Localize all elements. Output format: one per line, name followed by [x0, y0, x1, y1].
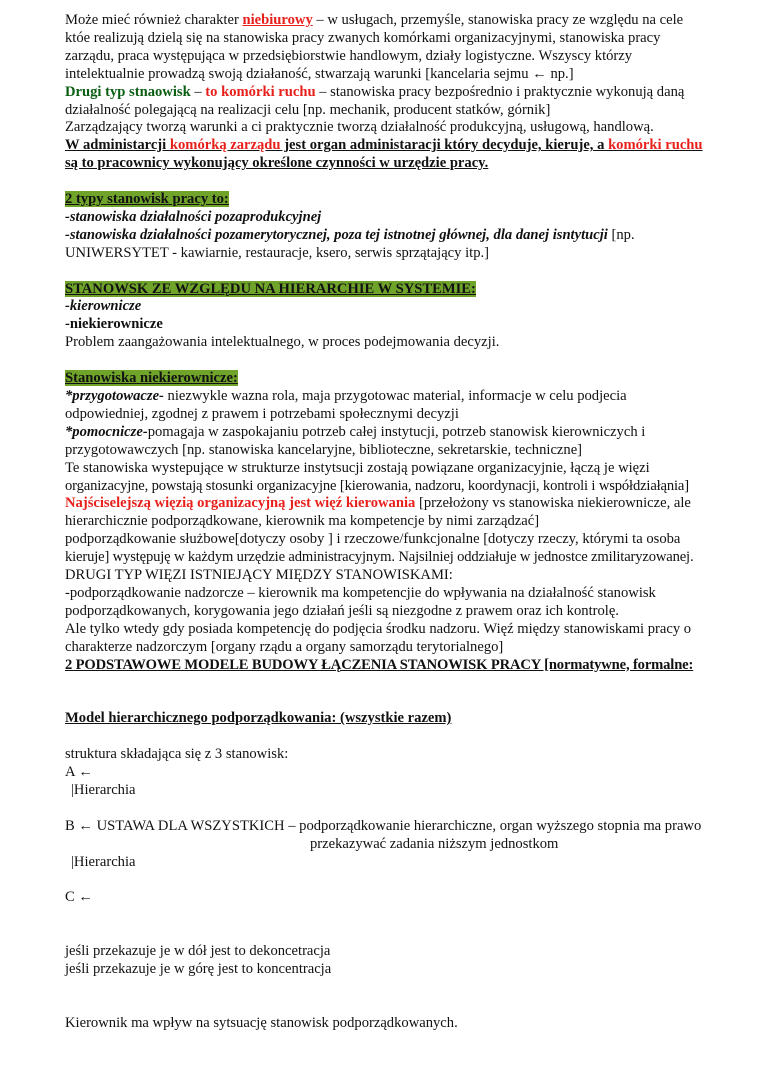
text-line: -niekierownicze	[65, 316, 163, 333]
text-line: C ←	[65, 889, 93, 906]
section-heading: Model hierarchicznego podporządkowania: (wszystkie razem)	[65, 710, 452, 727]
highlighted-heading: Stanowiska niekierownicze:	[65, 370, 238, 387]
text-run: niezwykle wazna rola, maja przygotowac material, informacje w celu podjecia	[163, 387, 627, 404]
highlighted-heading: 2 typy stanowisk pracy to:	[65, 191, 229, 208]
emphasis-text: Najściselejszą więzią organizacyjną jest więź kierowania	[65, 495, 416, 512]
emphasis-text: niebiurowy	[242, 12, 313, 28]
text-line: Problem zaangażowania intelektualnego, w proces podejmowania decyzji.	[65, 334, 500, 351]
text-line: intelektualnie prowadzą swoją działaność, stwarzają warunki [kancelaria sejmu ← np.]	[65, 65, 574, 82]
text-line: hierarchicznie podporządkowane, kierownik ma kompetencje by nimi zarządzać]	[65, 513, 540, 530]
document-page	[65, 12, 745, 1033]
text-line: przekazywać zadania niższym jednostkom	[310, 835, 559, 852]
spacer	[65, 352, 745, 370]
spacer	[65, 674, 745, 710]
text-line: organizacyjne, powstają stosunki organizacyjne [kierowania, nadzoru, koordynacji, kontroli i współdziałąnia]	[65, 477, 689, 494]
text-line	[65, 227, 745, 245]
text-run: – stanowiska pracy bezpośrednio i praktycznie wykonują daną	[315, 83, 685, 100]
spacer	[65, 800, 745, 818]
text-line: UNIWERSYTET - kawiarnie, restauracje, ksero, serwis sprzątający itp.]	[65, 244, 490, 261]
section-heading	[65, 191, 745, 209]
text-line: |Hierarchia	[71, 781, 136, 798]
text-line: -stanowiska działalności pozaprodukcyjnej	[65, 208, 322, 225]
spacer	[65, 728, 745, 746]
emphasis-text: komórki ruchu	[608, 137, 703, 154]
text-run: [przełożony vs stanowiska niekierownicze, ale	[415, 495, 691, 512]
text-line	[65, 12, 745, 30]
text-line: 2 PODSTAWOWE MODELE BUDOWY ŁĄCZENIA STANOWISK PRACY [normatywne, formalne:	[65, 656, 694, 673]
section-heading	[65, 370, 745, 388]
text-line: -podporządkowanie nadzorcze – kierownik ma kompetencjie do wpływania na działalność stanowisk	[65, 584, 656, 601]
text-line: Kierownik ma wpływ na sytsuację stanowisk podporządkowanych.	[65, 1014, 458, 1031]
text-line: odpowiedniej, zgodnej z prawem i potrzebami społecznymi decyzji	[65, 405, 459, 422]
emphasis-text: komórką zarządu	[169, 137, 281, 154]
emphasis-text: -stanowiska działalności pozamerytorycznej, poza tej istnotnej głównej, dla danej isntytucji	[65, 226, 608, 243]
text-run: –	[190, 83, 206, 100]
text-line: struktura składająca się z 3 stanowisk:	[65, 746, 289, 763]
text-line	[65, 388, 745, 406]
text-line: któe realizują dzielą się na stanowiska pracy zwanych komórkami organizacyjnymi, stanowiska pracy	[65, 29, 661, 46]
spacer	[65, 263, 745, 281]
text-run: – w usługach, przemyśle, stanowiska pracy ze względu na cele	[312, 12, 684, 28]
text-line: zarządu, praca występująca w przedsiębiorstwie handlowym, działy logistyczne. Wszyscy którzy	[65, 47, 633, 64]
text-line	[65, 424, 745, 442]
emphasis-text: *przygotowacze-	[65, 387, 164, 404]
text-run: jest organ administaracji który decyduje, kieruje, a	[280, 137, 609, 154]
text-line: podporządkowanych, korygowania jego działań jeśli są niezgodne z prawem oraz ich kontrolę.	[65, 602, 619, 619]
spacer	[65, 979, 745, 1015]
emphasis-text: to komórki ruchu	[205, 83, 316, 100]
text-line	[65, 137, 745, 155]
text-line: jeśli przekazuje je w dół jest to dekoncetracja	[65, 943, 331, 959]
text-line: działalność polegającą na realizacji celu [np. mechanik, producent statków, górnik]	[65, 101, 551, 118]
text-line: DRUGI TYP WIĘZI ISTNIEJĄCY MIĘDZY STANOWISKAMI:	[65, 567, 453, 584]
text-line: są to pracownicy wykonujący określone czynności w urzędzie pracy.	[65, 155, 489, 172]
spacer	[65, 871, 745, 889]
text-line: kieruje] występuję w każdym urzędzie administracyjnym. Najsilniej oddziałuje w jednostce zmilitaryzowanej.	[65, 549, 694, 566]
text-run: W administarcji	[65, 137, 170, 154]
text-line: B ← USTAWA DLA WSZYSTKICH – podporządkowanie hierarchiczne, organ wyższego stopnia ma prawo	[65, 817, 702, 834]
text-line: Ale tylko wtedy gdy posiada kompetencję do podjęcia środku nadzoru. Więź między stanowiskami pracy o	[65, 620, 692, 637]
emphasis-text: Drugi typ stnaowisk	[65, 83, 191, 100]
text-line	[65, 495, 745, 513]
text-line: A ←	[65, 763, 93, 780]
text-line: |Hierarchia	[71, 853, 136, 870]
section-heading	[65, 281, 745, 299]
text-line: charakterze nadzorczym [organy rządu a organy samorządu terytorialnego]	[65, 638, 504, 655]
emphasis-text: *pomocnicze-	[65, 423, 148, 440]
text-line: jeśli przekazuje je w górę jest to koncentracja	[65, 960, 332, 977]
spacer	[65, 907, 745, 943]
text-run: Może mieć również charakter	[65, 12, 243, 28]
text-line	[65, 84, 745, 102]
highlighted-heading: STANOWSK ZE WZGLĘDU NA HIERARCHIE W SYSTEMIE:	[65, 280, 476, 297]
text-run: pomagaja w zaspokajaniu potrzeb całej instytucji, potrzeb stanowisk kierowniczych i	[147, 423, 646, 440]
text-line: -kierownicze	[65, 298, 142, 315]
text-run: [np.	[607, 226, 635, 243]
text-line: przygotowawczych [np. stanowiska kancelaryjne, biblioteczne, sekretarskie, techniczne]	[65, 441, 583, 458]
spacer	[65, 173, 745, 191]
text-line: Zarządzający tworzą warunki a ci praktycznie tworzą działalność produkcyjną, usługową, handlową.	[65, 119, 654, 136]
text-line: Te stanowiska wystepujące w strukturze instytsucji zostają powiązane organizacyjnie, łączą je więzi	[65, 459, 650, 476]
text-line: podporządkowanie służbowe[dotyczy osoby ] i rzeczowe/funkcjonalne [dotyczy rzeczy, którymi ta osoba	[65, 531, 681, 548]
